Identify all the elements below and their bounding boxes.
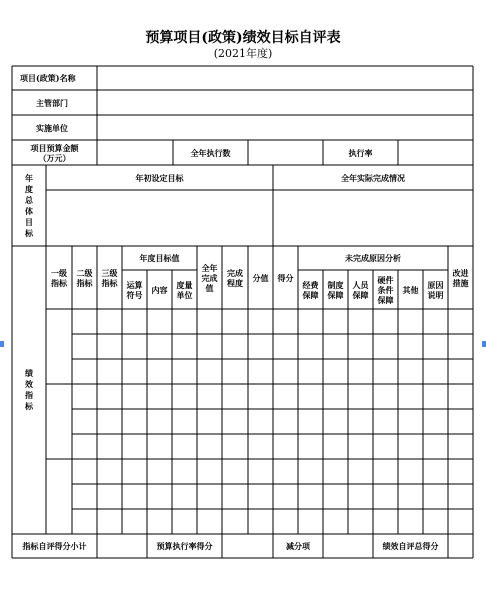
project-name-field[interactable]: [97, 66, 473, 90]
other-label: 其他: [402, 284, 419, 295]
system-label: 制度 保障: [327, 279, 344, 300]
initial-target-field[interactable]: [46, 190, 273, 246]
department-label: 主管部门: [36, 97, 68, 108]
deduction-label: 减分项: [286, 541, 310, 551]
budget-exec-score-label: 预算执行率得分: [156, 541, 213, 551]
budget-field[interactable]: [97, 140, 173, 165]
improvement-label: 改进 措施: [452, 267, 469, 288]
unfinished-reason-label: 未完成原因分析: [345, 253, 401, 263]
budget-label: 项目预算金额 （万元）: [30, 142, 79, 163]
resize-handle-left[interactable]: [0, 341, 4, 347]
resize-handle-right[interactable]: [482, 341, 486, 347]
subtotal-field[interactable]: [97, 534, 147, 558]
completion-degree-label: 完成 程度: [227, 267, 243, 288]
score-label: 得分: [277, 272, 294, 283]
personnel-label: 人员 保障: [352, 279, 369, 300]
budget-exec-score-field[interactable]: [222, 534, 273, 558]
initial-target-label: 年初设定目标: [135, 172, 184, 183]
annual-target-value-label: 年度目标值: [139, 253, 180, 263]
subtotal-label: 指标自评得分小计: [22, 541, 87, 551]
deduction-field[interactable]: [323, 534, 373, 558]
department-field[interactable]: [97, 90, 473, 115]
annual-target-label: 年 度 总 体 目 标: [25, 172, 33, 238]
level1-label: 一级 指标: [51, 267, 67, 288]
unit-field[interactable]: [97, 115, 473, 140]
page-title: 预算项目(政策)绩效目标自评表: [145, 30, 341, 46]
total-score-label: 绩效自评总得分: [382, 541, 439, 551]
reason-note-label: 原因 说明: [427, 279, 444, 300]
total-score-field[interactable]: [448, 534, 473, 558]
actual-completion-field[interactable]: [273, 190, 473, 246]
annual-exec-field[interactable]: [248, 140, 323, 165]
hardware-label: 硬件 条件 保障: [377, 274, 394, 305]
operator-label: 运算 符号: [126, 279, 143, 300]
annual-exec-label: 全年执行数: [190, 147, 231, 158]
content-label: 内容: [151, 284, 168, 295]
level3-label: 三级 指标: [101, 267, 118, 288]
unit-label: 实施单位: [36, 122, 68, 133]
page-subtitle: (2021年度): [213, 47, 273, 60]
score-value-label: 分值: [252, 272, 269, 283]
actual-completion-label: 全年实际完成情况: [341, 172, 405, 183]
indicator-label: 绩 效 指 标: [25, 368, 33, 411]
annual-complete-value-label: 全年 完成 值: [201, 262, 218, 293]
project-name-label: 项目(政策)名称: [20, 73, 76, 83]
exec-rate-field[interactable]: [398, 140, 473, 165]
funding-label: 经费 保障: [302, 279, 319, 300]
exec-rate-label: 执行率: [348, 147, 373, 158]
level2-label: 二级 指标: [76, 267, 93, 288]
unit-measure-label: 度量 单位: [176, 279, 193, 300]
